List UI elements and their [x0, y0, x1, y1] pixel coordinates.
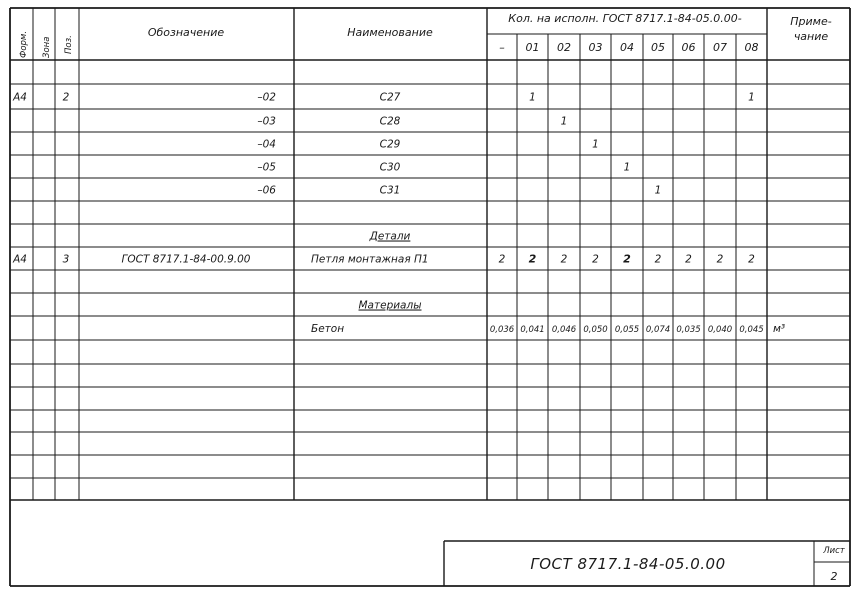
- cell-designation: –04: [257, 138, 276, 151]
- cell-name: Петля монтажная П1: [311, 253, 429, 266]
- cell-designation: –05: [257, 161, 276, 174]
- cell-quantity: 2: [685, 253, 692, 266]
- cell-quantity: 0,055: [614, 325, 640, 335]
- cell-format: A4: [13, 91, 27, 104]
- cell-quantity: 2: [592, 253, 599, 266]
- table-grid: [10, 8, 850, 586]
- cell-name: С29: [379, 138, 401, 151]
- header-zone: Зона: [42, 36, 52, 58]
- execution-header-7: 07: [713, 41, 727, 54]
- cell-name: С31: [379, 184, 401, 197]
- header-name: Наименование: [347, 26, 433, 39]
- cell-name: Бетон: [311, 323, 345, 335]
- cell-designation: –06: [257, 184, 276, 197]
- cell-quantity: 0,036: [489, 325, 515, 335]
- cell-name: С27: [379, 91, 401, 104]
- cell-quantity: 1: [592, 138, 599, 151]
- cell-quantity: 0,040: [707, 325, 733, 335]
- table-row: [257, 162, 630, 174]
- cell-designation: ГОСТ 8717.1-84-00.9.00: [121, 253, 251, 266]
- table-row: [359, 300, 422, 312]
- execution-header-2: 02: [557, 41, 571, 54]
- cell-quantity: 0,035: [676, 325, 701, 335]
- header-format: Форм.: [19, 30, 29, 58]
- table-row: [257, 185, 661, 197]
- cell-position: 3: [62, 253, 70, 266]
- execution-header-1: 01: [525, 41, 540, 54]
- table-row: [12, 253, 755, 266]
- cell-quantity: 0,074: [645, 325, 671, 335]
- cell-quantity: 2: [560, 253, 568, 266]
- table-header: [19, 12, 832, 58]
- cell-quantity: 2: [498, 253, 506, 266]
- execution-header-0: –: [499, 41, 505, 54]
- table-row: [257, 116, 567, 128]
- execution-column-headers: [499, 41, 758, 54]
- execution-header-8: 08: [744, 41, 759, 54]
- header-position: Поз.: [64, 35, 74, 54]
- cell-quantity: 2: [623, 252, 631, 266]
- cell-quantity: 1: [529, 91, 536, 104]
- execution-header-4: 04: [620, 41, 634, 54]
- section-heading: Материалы: [358, 299, 422, 312]
- table-row: [369, 231, 411, 243]
- cell-name: С30: [379, 161, 401, 174]
- cell-quantity: 0,046: [551, 325, 577, 335]
- cell-designation: –03: [257, 115, 276, 128]
- cell-designation: –02: [257, 91, 276, 104]
- cell-quantity: 1: [654, 184, 662, 197]
- table-rows: [12, 92, 785, 336]
- cell-position: 2: [62, 91, 70, 104]
- header-designation: Обозначение: [147, 26, 225, 39]
- cell-quantity: 2: [748, 253, 755, 266]
- cell-format: A4: [13, 253, 27, 266]
- header-note-line1: Приме-: [790, 15, 832, 28]
- execution-header-5: 05: [651, 41, 665, 54]
- cell-quantity: 1: [623, 161, 631, 174]
- sheet-label: Лист: [823, 546, 845, 556]
- document-code: ГОСТ 8717.1-84-05.0.00: [530, 555, 726, 573]
- cell-quantity: 0,050: [583, 325, 608, 335]
- cell-name: С28: [379, 115, 401, 128]
- header-note-line2: чание: [793, 30, 829, 43]
- cell-quantity: 0,041: [520, 325, 545, 335]
- cell-quantity: 2: [716, 253, 724, 266]
- cell-note: м³: [773, 323, 786, 335]
- cell-quantity: 0,045: [739, 325, 764, 335]
- execution-header-3: 03: [588, 41, 603, 54]
- title-block: [530, 546, 845, 583]
- sheet-number: 2: [830, 570, 838, 583]
- header-quantity: Кол. на исполн. ГОСТ 8717.1-84-05.0.00-: [508, 12, 742, 25]
- cell-quantity: 1: [748, 91, 755, 104]
- cell-quantity: 1: [560, 115, 568, 128]
- cell-quantity: 2: [528, 252, 537, 266]
- section-heading: Детали: [369, 230, 411, 243]
- cell-quantity: 2: [654, 253, 662, 266]
- execution-header-6: 06: [681, 41, 696, 54]
